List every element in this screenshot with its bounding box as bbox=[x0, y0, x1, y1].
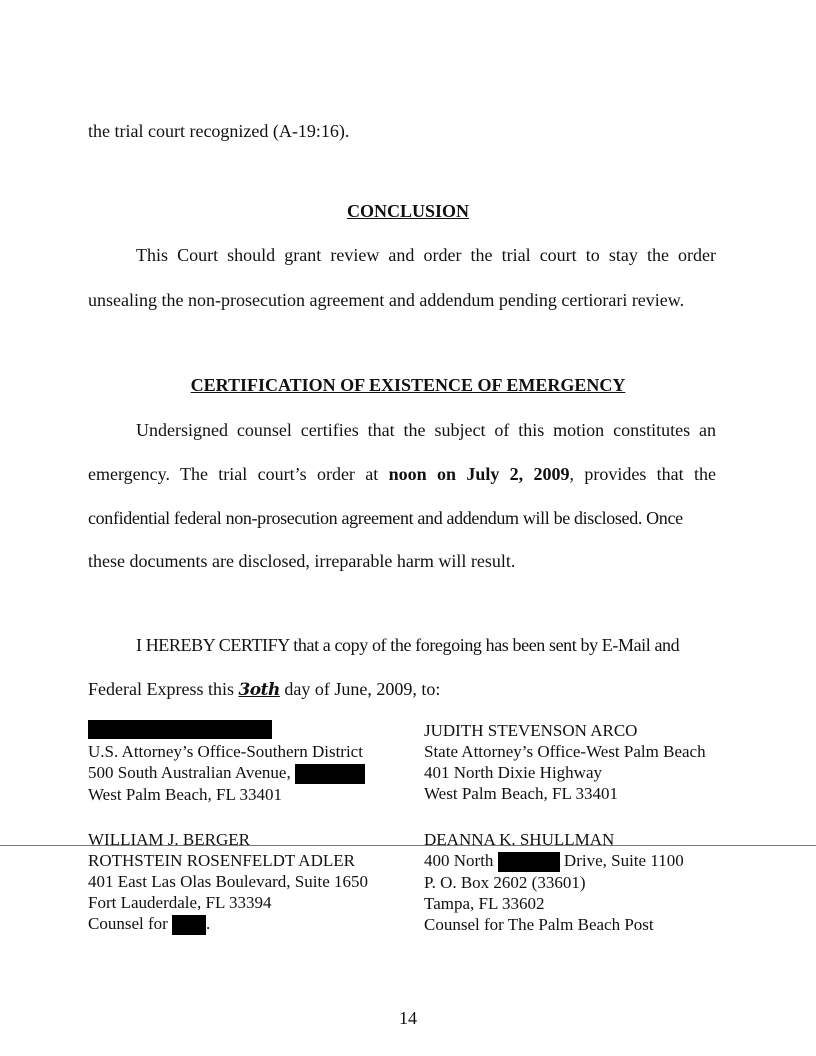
handwritten-date: 3oth bbox=[238, 680, 280, 700]
redaction-block bbox=[498, 852, 560, 872]
recipient-firm: ROTHSTEIN ROSENFELDT ADLER bbox=[88, 851, 355, 870]
certificate-of-service-line-1: I HEREBY CERTIFY that a copy of the foregoing has been sent by E-Mail and bbox=[136, 635, 680, 655]
certificate-of-service-line-2 bbox=[88, 678, 440, 701]
conclusion-heading: CONCLUSION bbox=[346, 201, 470, 221]
redaction-block bbox=[295, 764, 365, 784]
emergency-paragraph-line-3: confidential federal non-prosecution agreement and addendum will be disclosed. Once bbox=[88, 508, 683, 528]
recipient-street: 401 North Dixie Highway bbox=[424, 763, 603, 782]
recipient-us-attorney bbox=[88, 741, 365, 805]
recipient-city: West Palm Beach, FL 33401 bbox=[424, 784, 618, 803]
recipient-street: 401 East Las Olas Boulevard, Suite 1650 bbox=[88, 872, 368, 891]
recipient-office: U.S. Attorney’s Office-Southern District bbox=[88, 742, 363, 761]
redaction-block bbox=[172, 915, 206, 935]
certify-line-2-text-b: day of June, 2009, to: bbox=[279, 679, 441, 699]
conclusion-paragraph-line-1: This Court should grant review and order the trial court to stay the order bbox=[136, 245, 716, 265]
certify-line-2-text-a: Federal Express this bbox=[88, 679, 239, 699]
recipient-pobox: P. O. Box 2602 (33601) bbox=[424, 873, 586, 893]
emergency-deadline: noon on July 2, 2009 bbox=[388, 464, 570, 484]
recipient-berger bbox=[88, 829, 368, 935]
recipient-street: 400 North Drive, Suite 1100 bbox=[424, 850, 684, 872]
recipient-city: West Palm Beach, FL 33401 bbox=[88, 785, 282, 805]
conclusion-paragraph-line-2: unsealing the non-prosecution agreement and addendum pending certiorari review. bbox=[88, 290, 685, 310]
emergency-line-2-text-b: , provides that the bbox=[569, 464, 717, 484]
recipient-city: Fort Lauderdale, FL 33394 bbox=[88, 893, 272, 912]
recipient-shullman bbox=[424, 829, 684, 935]
page-number: 14 bbox=[399, 1008, 417, 1028]
emergency-heading: CERTIFICATION OF EXISTENCE OF EMERGENCY bbox=[190, 375, 626, 395]
emergency-paragraph-line-2 bbox=[88, 463, 716, 485]
recipient-name: JUDITH STEVENSON ARCO bbox=[424, 721, 638, 740]
emergency-paragraph-line-4: these documents are disclosed, irreparable harm will result. bbox=[88, 551, 516, 571]
emergency-line-2-text-a: emergency. The trial court’s order at bbox=[88, 464, 389, 484]
recipient-counsel: Counsel for The Palm Beach Post bbox=[424, 915, 654, 935]
recipient-street: 500 South Australian Avenue, bbox=[88, 762, 365, 784]
body-line-carryover: the trial court recognized (A-19:16). bbox=[88, 121, 350, 141]
recipient-city: Tampa, FL 33602 bbox=[424, 894, 545, 914]
recipient-counsel: Counsel for . bbox=[88, 913, 368, 935]
recipient-state-attorney bbox=[424, 720, 706, 804]
recipient-office: State Attorney’s Office-West Palm Beach bbox=[424, 742, 706, 761]
recipient-name: WILLIAM J. BERGER bbox=[88, 830, 250, 849]
redaction-block bbox=[88, 720, 272, 739]
recipient-name: DEANNA K. SHULLMAN bbox=[424, 830, 615, 849]
emergency-paragraph-line-1: Undersigned counsel certifies that the subject of this motion constitutes an bbox=[136, 420, 716, 440]
